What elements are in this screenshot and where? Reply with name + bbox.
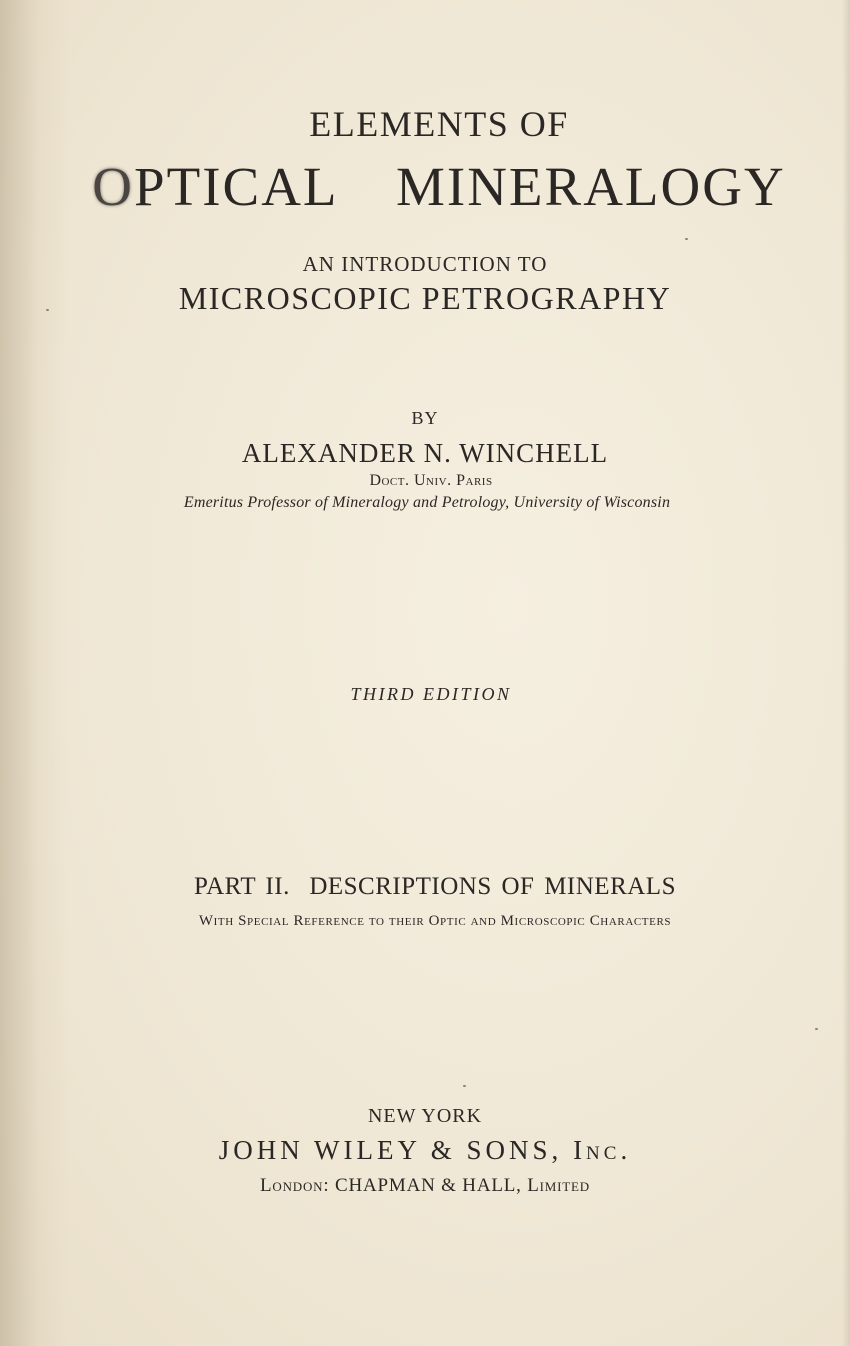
london-label: London: <box>260 1175 335 1196</box>
publisher-name: JOHN WILEY & SONS, <box>218 1135 574 1165</box>
part-subtitle: With Special Reference to their Optic and Microscopic Characters <box>198 913 672 929</box>
author-name: ALEXANDER N. WINCHELL <box>241 438 609 468</box>
intro-line: AN INTRODUCTION TO <box>302 252 548 276</box>
author-degree: Doct. Univ. Paris <box>369 472 493 489</box>
subtitle: MICROSCOPIC PETROGRAPHY <box>178 280 672 316</box>
main-title-initial: O <box>92 156 135 217</box>
paper-speck <box>46 309 49 311</box>
main-title-rest: PTICAL MINERALOGY <box>134 156 786 217</box>
london-publisher <box>0 1175 850 1197</box>
part-title: PART II. DESCRIPTIONS OF MINERALS <box>194 873 676 900</box>
author-position: Emeritus Professor of Mineralogy and Petrology, University of Wisconsin <box>183 494 671 511</box>
publisher <box>0 1135 850 1166</box>
london-publisher-name: CHAPMAN & HALL, <box>335 1175 528 1196</box>
paper-speck <box>463 1085 466 1087</box>
series-title: ELEMENTS OF <box>309 104 569 144</box>
publisher-place: NEW YORK <box>367 1105 483 1127</box>
by-line: BY <box>411 408 439 428</box>
main-title <box>0 155 850 218</box>
paper-speck <box>685 238 688 240</box>
london-suffix: Limited <box>527 1175 590 1196</box>
publisher-suffix: Inc. <box>573 1135 632 1165</box>
paper-speck <box>815 1028 818 1030</box>
edition: THIRD EDITION <box>350 684 512 704</box>
